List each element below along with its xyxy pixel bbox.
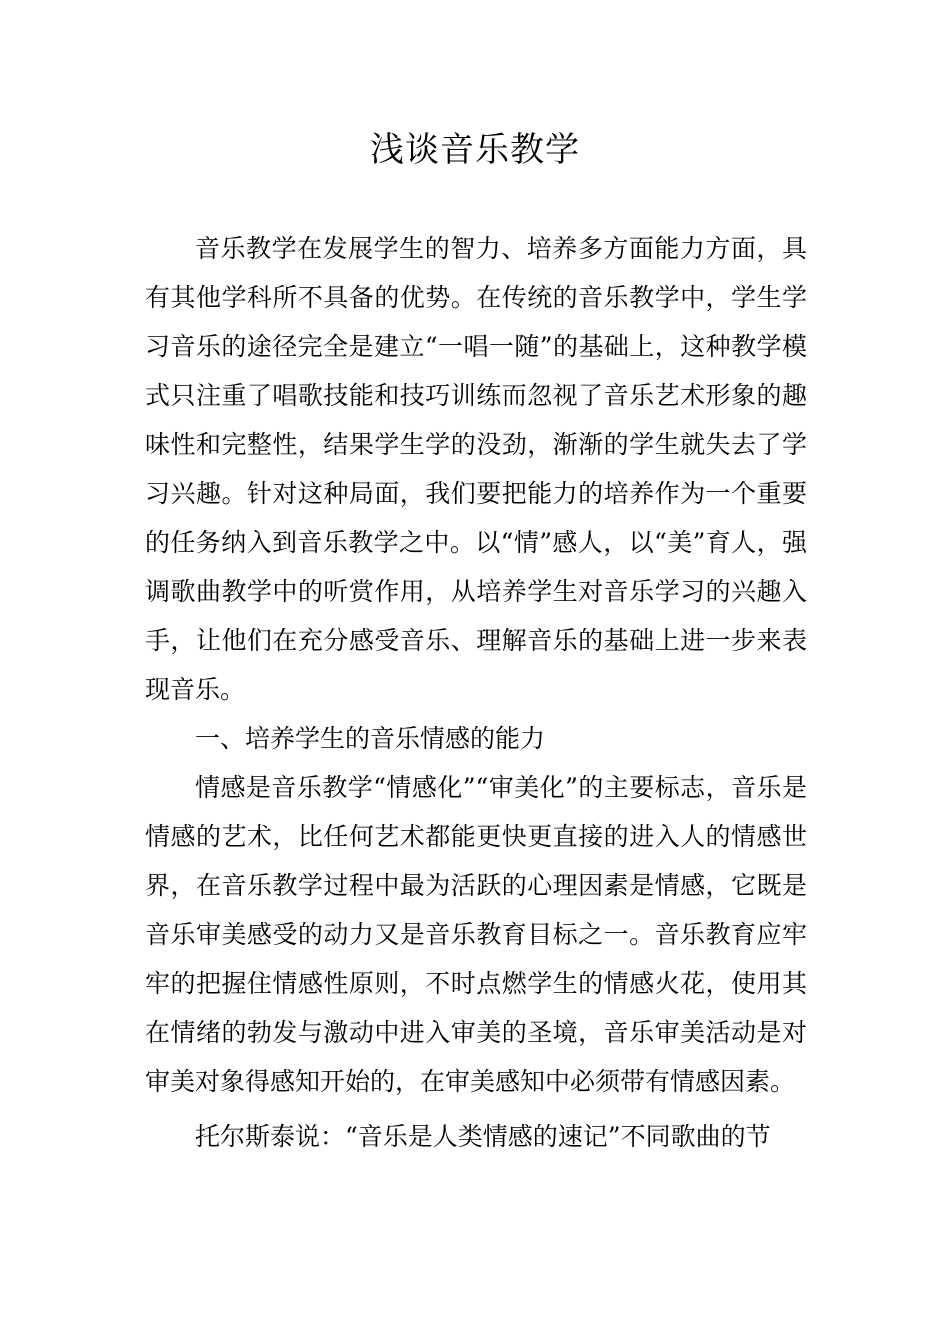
document-body	[145, 224, 807, 1161]
paragraph-intro: 音乐教学在发展学生的智力、培养多方面能力方面，具有其他学科所不具备的优势。在传统的音乐教学中，学生学习音乐的途径完全是建立“一唱一随”的基础上，这种教学模式只注重了唱歌技能和技巧训练而忽视了音乐艺术形象的趣味性和完整性，结果学生学的没劲，渐渐的学生就失去了学习兴趣。针对这种局面，我们要把能力的培养作为一个重要的任务纳入到音乐教学之中。以“情”感人，以“美”育人，强调歌曲教学中的听赏作用，从培养学生对音乐学习的兴趣入手，让他们在充分感受音乐、理解音乐的基础上进一步来表现音乐。	[145, 234, 807, 704]
paragraph-emotion: 情感是音乐教学“情感化”“审美化”的主要标志，音乐是情感的艺术，比任何艺术都能更快更直接的进入人的情感世界，在音乐教学过程中最为活跃的心理因素是情感，它既是音乐审美感受的动力又是音乐教育目标之一。音乐教育应牢牢的把握住情感性原则，不时点燃学生的情感火花，使用其在情绪的勃发与激动中进入审美的圣境，音乐审美活动是对审美对象得感知开始的，在审美感知中必须带有情感因素。	[145, 773, 807, 1096]
section-heading: 一、培养学生的音乐情感的能力	[195, 724, 546, 753]
paragraph-tolstoy: 托尔斯泰说：“音乐是人类情感的速记”不同歌曲的节	[195, 1122, 771, 1151]
page-title: 浅谈音乐教学	[370, 130, 580, 170]
